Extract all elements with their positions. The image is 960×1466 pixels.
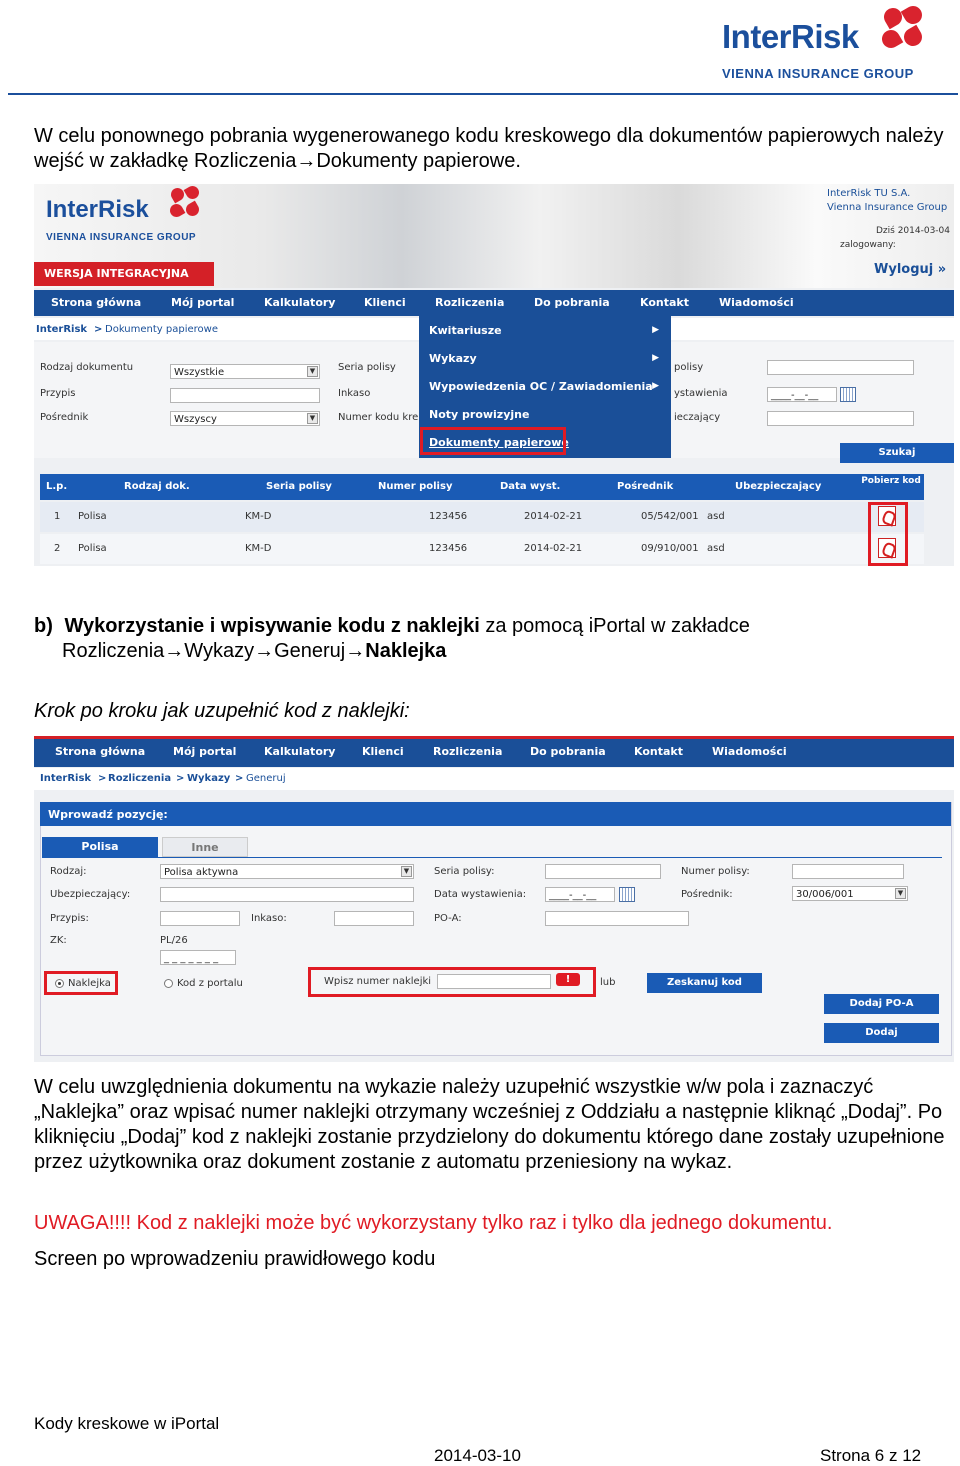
date-mask: ____-__-__ [771,390,819,401]
menu-item-wypowiedzenia[interactable]: Wypowiedzenia OC / Zawiadomienia [429,380,653,393]
add-poa-label: Dodaj PO-A [849,998,914,1009]
row1-type: Polisa [78,511,107,522]
breadcrumb-sep: > [94,324,103,335]
tab-inne-label: Inne [191,841,219,854]
section-b-heading [34,614,934,664]
screenshot-documents-papers [34,184,954,566]
footer-page-number: Strona 6 z 12 [820,1446,922,1465]
nav-klienci[interactable]: Klienci [364,296,406,309]
banner-logo-flower-icon [168,186,202,222]
highlight-download-column [868,502,908,566]
row2-date: 2014-02-21 [524,543,583,554]
seria-input[interactable] [545,864,661,879]
row2-number: 123456 [429,543,468,554]
series-label: Seria polisy [338,362,396,373]
zk-value: PL/26 [160,935,188,946]
breadcrumb-sep: > [235,773,244,784]
nav-wiadomosci[interactable]: Wiadomości [712,745,787,758]
highlight-naklejka [44,971,118,995]
inkaso-label: Inkaso: [251,913,287,924]
logo-wordmark: InterRisk [722,18,859,55]
insurer-label: ieczający [674,412,721,423]
breadcrumb-sep: > [176,773,185,784]
breadcrumb-root[interactable]: InterRisk [36,324,88,335]
inkaso-input[interactable] [334,911,414,926]
doc-type-select[interactable] [170,364,320,379]
highlight-dokumenty-papierowe [420,427,566,455]
row2-series: KM-D [245,543,272,554]
add-poa-button[interactable] [824,994,939,1014]
ubezp-input[interactable] [160,887,414,902]
nav-strona-glowna[interactable]: Strona główna [55,745,146,758]
section-b-rest: za pomocą iPortal w zakładce [479,615,750,637]
doc-type-value: Wszystkie [174,367,225,378]
zk-label: ZK: [50,935,67,946]
date-mask: ____-__-__ [549,890,597,901]
numer-label: Numer polisy: [681,866,750,877]
nav-moj-portal[interactable]: Mój portal [173,745,237,758]
main-nav [34,736,954,767]
header-rule [8,93,958,95]
ubezp-label: Ubezpieczający: [50,889,131,900]
radio-naklejka-label: Naklejka [68,978,111,989]
nav-kontakt[interactable]: Kontakt [634,745,683,758]
col-date: Data wyst. [500,481,561,492]
logout-link[interactable] [874,262,946,277]
breadcrumb-page[interactable]: Dokumenty papierowe [105,324,218,335]
sticker-number-label: Wpisz numer naklejki [324,976,432,987]
instruction-paragraph: W celu uwzględnienia dokumentu na wykazie należy uzupełnić wszystkie w/w pola i zaznaczyć „Naklejka” oraz wpisać numer naklejki otrzymany wcześniej z Oddziału a następnie kliknąć „Dodaj”. Po kliknięciu „Dodaj” kod z naklejki zostanie przydzielony do dokumentu którego dane zostały uzupełnione przez użytkownika oraz dokument zostanie z automatu przeniesiony na wykaz. [34,1076,945,1173]
nav-kalkulatory[interactable]: Kalkulatory [264,745,336,758]
nav-kontakt[interactable]: Kontakt [640,296,689,309]
lub-label: lub [600,977,616,988]
calendar-icon[interactable] [619,887,635,902]
row2-broker: 09/910/001 [641,543,699,554]
row1-insurer: asd [707,511,725,522]
col-insurer: Ubezpieczający [735,481,822,492]
main-nav [34,290,954,316]
banner-logo-subtitle: VIENNA INSURANCE GROUP [46,232,197,243]
today-date: Dziś 2014-03-04 [876,226,951,236]
col-broker: Pośrednik [617,481,674,492]
panel-title: Wprowadź pozycję: [48,808,168,821]
row1-number: 123456 [429,511,468,522]
row1-series: KM-D [245,511,272,522]
scan-code-label: Zeskanuj kod [667,977,742,988]
doc-type-label: Rodzaj dokumentu [40,362,134,373]
tab-underline [42,857,942,858]
version-badge-label: WERSJA INTEGRACYJNA [44,267,189,280]
zk-mask: _ _ _ _ _ _ _ [164,953,219,964]
przypis-label: Przypis: [50,913,89,924]
nav-kalkulatory[interactable]: Kalkulatory [264,296,336,309]
posrednik-select[interactable] [792,886,908,901]
insurer-input[interactable] [767,411,914,426]
results-table-header [40,474,924,500]
tab-polisa[interactable] [42,837,158,857]
section-b-path-bold: Naklejka [365,640,447,662]
intro-paragraph: W celu ponownego pobrania wygenerowanego kodu kreskowego dla dokumentów papierowych należy wejść w zakładkę Rozliczenia→Dokumenty papierowe. [34,125,944,172]
przypis-label: Przypis [40,388,76,399]
row1-date: 2014-02-21 [524,511,583,522]
numer-input[interactable] [792,864,904,879]
nav-moj-portal[interactable]: Mój portal [171,296,235,309]
logged-in-label: zalogowany: [840,240,896,250]
chevron-down-icon: ▼ [895,888,906,899]
section-b-path: Rozliczenia→Wykazy→Generuj→ [62,640,366,662]
poa-label: PO-A: [434,913,462,924]
broker-value: Wszyscy [174,414,217,425]
poa-input[interactable] [545,911,689,926]
issue-label: ystawienia [674,388,728,399]
col-series: Seria polisy [266,481,332,492]
step-caption: Krok po kroku jak uzupełnić kod z naklejki: [34,700,410,722]
tab-polisa-label: Polisa [81,840,119,853]
add-label: Dodaj [865,1027,898,1038]
section-b-prefix: b) [34,615,53,637]
search-button[interactable] [840,443,954,463]
nav-strona-glowna[interactable]: Strona główna [51,296,142,309]
radio-kod-z-portalu-label: Kod z portalu [177,978,243,989]
add-button[interactable] [824,1023,939,1043]
rodzaj-value: Polisa aktywna [164,867,239,878]
breadcrumb-root[interactable]: InterRisk [40,773,92,784]
double-chevron-icon: » [937,262,947,277]
chevron-right-icon: ▶ [652,381,659,391]
chevron-down-icon: ▼ [401,866,412,877]
company-line1: InterRisk TU S.A. [827,188,911,199]
logout-label: Wyloguj [874,262,934,277]
broker-select[interactable] [170,411,320,426]
data-wyst-input[interactable] [545,887,615,902]
nav-rozliczenia[interactable]: Rozliczenia [433,745,503,758]
posrednik-label: Pośrednik: [681,889,733,900]
company-line2: Vienna Insurance Group [827,202,948,213]
table-row[interactable] [40,534,924,564]
tab-inne[interactable] [162,837,248,857]
chevron-right-icon: ▶ [652,353,659,363]
breadcrumb-generuj[interactable]: Generuj [246,773,286,784]
scan-code-button[interactable] [647,973,762,993]
logo-subtitle: VIENNA INSURANCE GROUP [722,66,914,81]
row2-type: Polisa [78,543,107,554]
col-download-header [858,474,924,500]
breadcrumb-wykazy[interactable]: Wykazy [187,773,231,784]
chevron-down-icon: ▼ [307,413,318,424]
highlight-sticker-input [308,967,596,997]
banner-logo-wordmark: InterRisk [46,196,149,223]
header-logo [720,4,930,84]
chevron-down-icon: ▼ [307,366,318,377]
nav-rozliczenia[interactable]: Rozliczenia [435,296,505,309]
radio-kod-z-portalu[interactable] [164,979,173,988]
rodzaj-select[interactable] [160,864,414,879]
footer-date: 2014-03-10 [434,1446,521,1465]
menu-item-kwitariusze[interactable]: Kwitariusze [429,324,502,337]
footer-title: Kody kreskowe w iPortal [34,1414,220,1433]
search-button-label: Szukaj [878,447,916,458]
posrednik-value: 30/006/001 [796,889,854,900]
nav-do-pobrania[interactable]: Do pobrania [530,745,606,758]
broker-label: Pośrednik [40,412,89,423]
row1-lp: 1 [54,511,61,522]
row1-broker: 05/542/001 [641,511,699,522]
row2-lp: 2 [54,543,61,554]
policy-label: polisy [674,362,704,373]
menu-item-dokumenty-papierowe[interactable]: Dokumenty papierowe [429,436,569,449]
zk-input[interactable] [160,950,236,965]
col-doc-type: Rodzaj dok. [124,481,190,492]
logo-flower-icon [880,6,926,54]
chevron-right-icon: ▶ [652,325,659,335]
after-screen-caption: Screen po wprowadzeniu prawidłowego kodu [34,1248,436,1270]
przypis-input[interactable] [160,911,240,926]
row2-insurer: asd [707,543,725,554]
nav-wiadomosci[interactable]: Wiadomości [719,296,794,309]
calendar-icon[interactable] [840,387,856,402]
col-lp: L.p. [46,481,68,492]
warning-text: UWAGA!!!! Kod z naklejki może być wykorzystany tylko raz i tylko dla jednego dokumentu. [34,1212,833,1234]
breadcrumb-sep: > [98,773,107,784]
inkaso-label: Inkaso [338,388,371,399]
panel-title-bar [40,802,951,826]
policy-input[interactable] [767,360,914,375]
col-download-label: Pobierz kod [861,476,921,486]
table-row[interactable] [40,502,924,532]
breadcrumb [34,768,954,790]
menu-item-wykazy[interactable]: Wykazy [429,352,477,365]
przypis-input[interactable] [170,388,320,403]
section-b-bold: Wykorzystanie i wpisywanie kodu z naklejki [64,615,480,637]
col-number: Numer polisy [378,481,453,492]
nav-klienci[interactable]: Klienci [362,745,404,758]
data-wyst-label: Data wystawienia: [434,889,527,900]
rodzaj-label: Rodzaj: [50,866,87,877]
screenshot-sticker-form [34,736,954,1062]
alert-mark: ! [565,974,571,985]
code-label: Numer kodu kre [338,412,419,423]
issue-date-input[interactable] [767,387,837,402]
version-badge [34,262,214,286]
breadcrumb-rozliczenia[interactable]: Rozliczenia [108,773,172,784]
seria-label: Seria polisy: [434,866,495,877]
nav-do-pobrania[interactable]: Do pobrania [534,296,610,309]
menu-item-noty[interactable]: Noty prowizyjne [429,408,530,421]
